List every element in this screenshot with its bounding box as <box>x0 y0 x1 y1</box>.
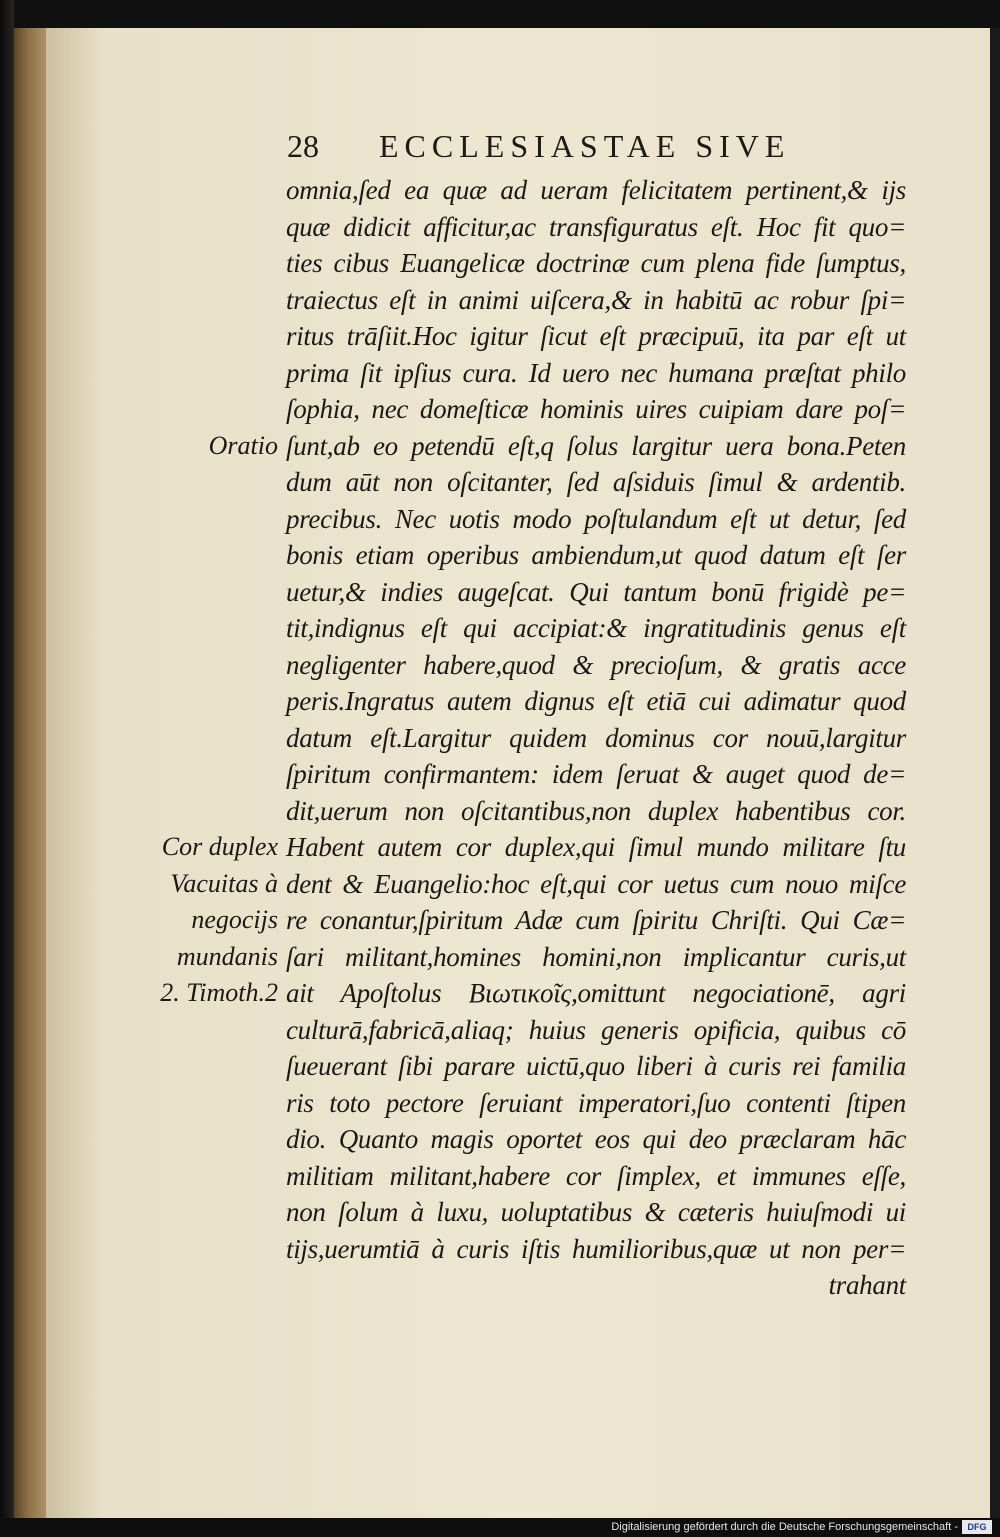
text-line: culturā,fabricā,aliaq; huius generis opificia, quibus cō <box>286 1014 906 1045</box>
text-line: ſueuerant ſibi parare uictū,quo liberi à curis rei familia <box>286 1051 906 1081</box>
book-spine <box>0 0 14 1537</box>
text-line: precibus. Nec uotis modo poſtulandum eſt ut detur, ſed <box>286 503 906 534</box>
text-line: ritus trāſiit.Hoc igitur ſicut eſt præcipuū, ita par eſt ut <box>286 321 906 351</box>
text-line: ſophia, nec domeſticæ hominis uires cuipiam dare poſ= <box>286 394 906 424</box>
text-line: prima ſit ipſius cura. Id uero nec humana præſtat philo <box>286 357 906 388</box>
footer-credit: Digitalisierung gefördert durch die Deutsche Forschungsgemeinschaft - <box>611 1521 958 1533</box>
margin-note: Oratio <box>208 430 278 460</box>
text-line: omnia,ſed ea quæ ad ueram felicitatem pertinent,& ijs <box>286 175 906 205</box>
dfg-logo: DFG <box>962 1520 992 1534</box>
text-line: dum aūt non oſcitanter, ſed aſsiduis ſimul & ardentib. <box>286 467 906 497</box>
page-number: 28 <box>287 128 319 164</box>
page-right-edge <box>990 28 1000 1518</box>
running-head <box>287 128 847 172</box>
text-line: dio. Quanto magis oportet eos qui deo præclaram hāc <box>286 1124 906 1154</box>
body-text <box>286 172 906 1304</box>
margin-note: Vacuitas à <box>170 868 278 898</box>
text-line: re conantur,ſpiritum Adæ cum ſpiritu Chriſti. Qui Cæ= <box>286 905 906 935</box>
page-gutter-edge <box>14 28 48 1518</box>
text-line: Habent autem cor duplex,qui ſimul mundo militare ſtu <box>286 832 906 862</box>
text-line: dit,uerum non oſcitantibus,non duplex habentibus cor. <box>286 795 906 826</box>
text-line: non ſolum à luxu, uoluptatibus & cæteris huiuſmodi ui <box>286 1197 906 1227</box>
text-line: bonis etiam operibus ambiendum,ut quod datum eſt ſer <box>286 540 906 570</box>
margin-note: Cor duplex <box>161 832 278 861</box>
text-line: ties cibus Euangelicæ doctrinæ cum plena fide ſumptus, <box>286 248 906 278</box>
text-line: ris toto pectore ſeruiant imperatori,ſuo contenti ſtipen <box>286 1087 906 1118</box>
text-line: ſpiritum confirmantem: idem ſeruat & auget quod de= <box>286 759 906 789</box>
text-line: tijs,uerumtiā à curis iſtis humilioribus,quæ ut non per= <box>286 1233 906 1264</box>
text-line: peris.Ingratus autem dignus eſt etiā cui adimatur quod <box>286 686 906 716</box>
text-line: datum eſt.Largitur quidem dominus cor nouū,largitur <box>286 722 906 753</box>
text-line: uetur,& indies augeſcat. Qui tantum bonū frigidè pe= <box>286 576 906 607</box>
text-line: dent & Euangelio:hoc eſt,qui cor uetus cum nouo miſce <box>286 868 906 899</box>
running-title: ECCLESIASTAE SIVE <box>379 128 791 164</box>
text-line: traiectus eſt in animi uiſcera,& in habitū ac robur ſpi= <box>286 284 906 315</box>
text-line: quæ didicit afficitur,ac transfiguratus eſt. Hoc fit quo= <box>286 211 906 242</box>
text-line: ſari militant,homines homini,non implicantur curis,ut <box>286 941 906 972</box>
margin-note: negocijs <box>191 905 278 934</box>
text-line: ſunt,ab eo petendū eſt,q ſolus largitur uera bona.Peten <box>286 430 906 461</box>
text-line: negligenter habere,quod & precioſum, & gratis acce <box>286 649 906 680</box>
text-line: tit,indignus eſt qui accipiat:& ingratitudinis genus eſt <box>286 613 906 643</box>
text-line: ait Apoſtolus Βιωτικοῖς,omittunt negociationē, agri <box>286 978 906 1008</box>
margin-note: mundanis <box>176 941 278 971</box>
text-line: militiam militant,habere cor ſimplex, et immunes eſſe, <box>286 1160 906 1191</box>
margin-note: 2. Timoth.2 <box>160 978 278 1007</box>
catchword: trahant <box>828 1270 906 1300</box>
